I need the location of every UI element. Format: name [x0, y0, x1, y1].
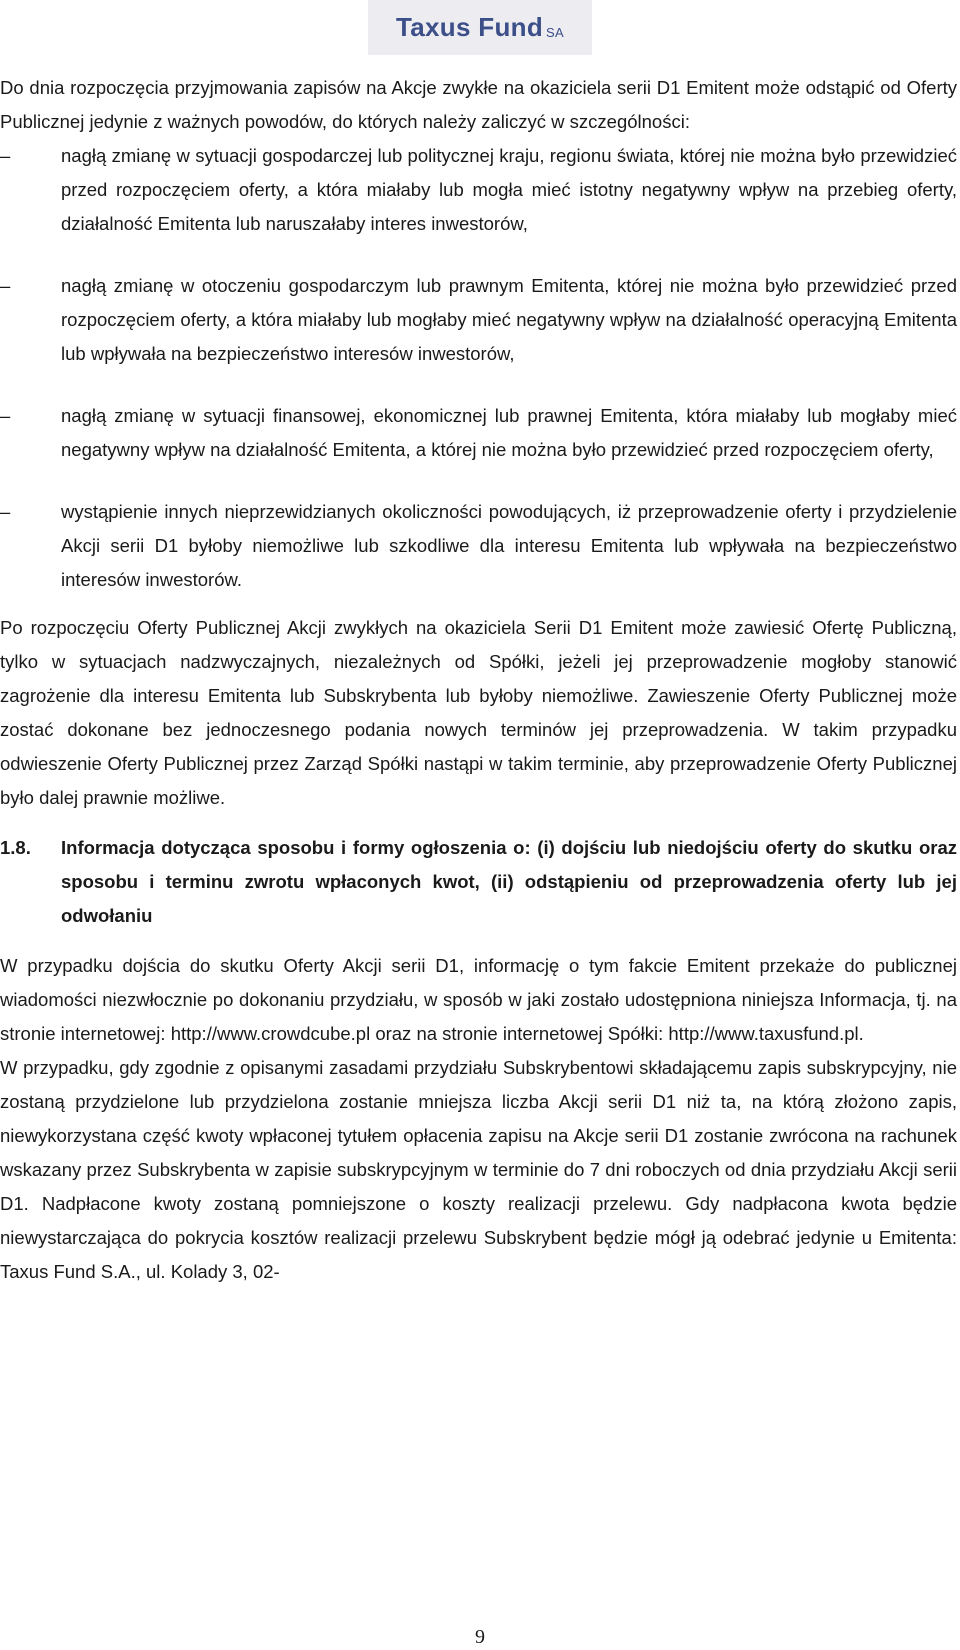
section-heading — [0, 831, 957, 933]
section-title: Informacja dotycząca sposobu i formy ogłoszenia o: (i) dojściu lub niedojściu oferty do skutku oraz sposobu i terminu zwrotu wpłaconych kwot, (ii) odstąpieniu od przeprowadzenia oferty lub jej odwołaniu — [61, 837, 957, 926]
document-body — [0, 71, 957, 1289]
list-item-text: nagłą zmianę w sytuacji gospodarczej lub politycznej kraju, regionu świata, której nie można było przewidzieć przed rozpoczęciem oferty, a która miałaby lub mogła mieć istotny negatywny wpływ na przebieg oferty, działalność Emitenta lub naruszałaby interes inwestorów, — [61, 145, 957, 234]
list-item-text: nagłą zmianę w otoczeniu gospodarczym lub prawnym Emitenta, której nie można było przewidzieć przed rozpoczęciem oferty, a która miałaby lub mogłaby mieć negatywny wpływ na działalność operacyjną Emitenta lub wpływała na bezpieczeństwo interesów inwestorów, — [61, 275, 957, 364]
logo-suffix-text: SA — [546, 25, 564, 40]
page-number: 9 — [475, 1626, 485, 1648]
list-item — [0, 399, 957, 467]
list-item-text: nagłą zmianę w sytuacji finansowej, ekonomicznej lub prawnej Emitenta, która miałaby lub mogłaby mieć negatywny wpływ na działalność Emitenta, a której nie można było przewidzieć przed rozpoczęciem oferty, — [61, 405, 957, 460]
intro-paragraph: Do dnia rozpoczęcia przyjmowania zapisów na Akcje zwykłe na okaziciela serii D1 Emitent może odstąpić od Oferty Publicznej jedynie z ważnych powodów, do których należy zaliczyć w szczególności: — [0, 77, 957, 132]
list-item — [0, 495, 957, 597]
page-header — [368, 0, 592, 55]
list-item-text: wystąpienie innych nieprzewidzianych okoliczności powodujących, iż przeprowadzenie oferty i przydzielenie Akcji serii D1 byłoby niemożliwe lub szkodliwe dla interesu Emitenta lub wpływała na bezpieczeństwo interesów inwestorów. — [61, 501, 957, 590]
list-item — [0, 139, 957, 241]
withdrawal-reasons-list — [0, 139, 957, 597]
suspension-paragraph: Po rozpoczęciu Oferty Publicznej Akcji zwykłych na okaziciela Serii D1 Emitent może zawiesić Ofertę Publiczną, tylko w sytuacjach nadzwyczajnych, niezależnych od Spółki, jeżeli jej przeprowadzenie mogłoby stanowić zagrożenie dla interesu Emitenta lub Subskrybenta lub byłoby niemożliwe. Zawieszenie Oferty Publicznej może zostać dokonane bez jednoczesnego podania nowych terminów jej przeprowadzenia. W takim przypadku odwieszenie Oferty Publicznej przez Zarząd Spółki nastąpi w takim terminie, aby przeprowadzenie Oferty Publicznej było dalej prawnie możliwe. — [0, 617, 957, 808]
bullet-dash: – — [0, 145, 11, 166]
refund-paragraph: W przypadku, gdy zgodnie z opisanymi zasadami przydziału Subskrybentowi składającemu zapis subskrypcyjny, nie zostaną przydzielone lub przydzielona zostanie mniejsza liczba Akcji serii D1 niż ta, na którą złożono zapis, niewykorzystana część kwoty wpłaconej tytułem opłacenia zapisu na Akcje serii D1 zostanie zwrócona na rachunek wskazany przez Subskrybenta w zapisie subskrypcyjnym w terminie do 7 dni roboczych od dnia przydziału Akcji serii D1. Nadpłacone kwoty zostaną pomniejszone o koszty realizacji przelewu. Gdy nadpłacona kwota będzie niewystarczająca do pokrycia kosztów realizacji przelewu Subskrybent będzie mógł ją odebrać jedynie u Emitenta: Taxus Fund S.A., ul. Kolady 3, 02- — [0, 1057, 957, 1282]
logo-main-text: Taxus Fund — [396, 12, 543, 42]
outcome-paragraph: W przypadku dojścia do skutku Oferty Akcji serii D1, informację o tym fakcie Emitent przekaże do publicznej wiadomości niezwłocznie po dokonaniu przydziału, w sposób w jaki zostało udostępniona niniejsza Informacja, tj. na stronie internetowej: http://www.crowdcube.pl oraz na stronie internetowej Spółki: http://www.taxusfund.pl. — [0, 955, 957, 1044]
list-item — [0, 269, 957, 371]
section-number: 1.8. — [0, 837, 31, 858]
bullet-dash: – — [0, 501, 11, 522]
bullet-dash: – — [0, 405, 11, 426]
company-logo — [396, 12, 564, 43]
bullet-dash: – — [0, 275, 11, 296]
